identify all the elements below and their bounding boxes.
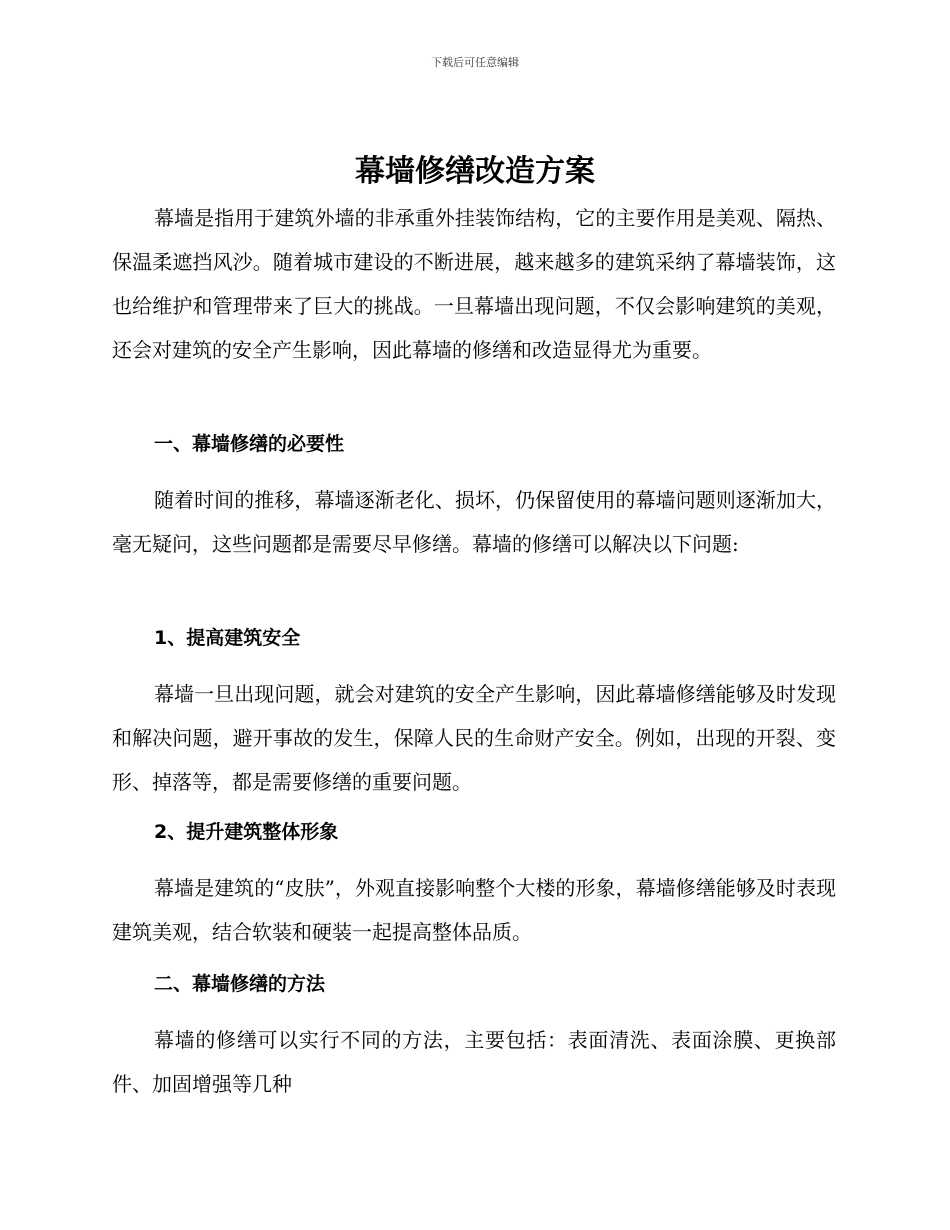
subheading-safety: 1、提高建筑安全	[154, 627, 301, 649]
subheading-image: 2、提升建筑整体形象	[154, 821, 339, 843]
document-title: 幕墙修缮改造方案	[355, 154, 595, 189]
image-paragraph: 幕墙是建筑的“皮肤”，外观直接影响整个大楼的形象，幕墙修缮能够及时表现建筑美观，结合软装和硬装一起提高整体品质。	[112, 876, 836, 944]
safety-paragraph: 幕墙一旦出现问题，就会对建筑的安全产生影响，因此幕墙修缮能够及时发现和解决问题，避开事故的发生，保障人民的生命财产安全。例如，出现的开裂、变形、掉落等，都是需要修缮的重要问题。	[112, 682, 836, 794]
intro-paragraph: 幕墙是指用于建筑外墙的非承重外挂装饰结构，它的主要作用是美观、隔热、保温柔遮挡风沙。随着城市建设的不断进展，越来越多的建筑采纳了幕墙装饰，这也给维护和管理带来了巨大的挑战。一旦幕墙出现问题，不仅会影响建筑的美观，还会对建筑的安全产生影响，因此幕墙的修缮和改造显得尤为重要。	[112, 206, 836, 362]
page-header-note: 下载后可任意编辑	[431, 56, 519, 69]
methods-paragraph: 幕墙的修缮可以实行不同的方法，主要包括：表面清洗、表面涂膜、更换部件、加固增强等几种	[112, 1028, 836, 1096]
section-heading-necessity: 一、幕墙修缮的必要性	[154, 433, 345, 455]
necessity-paragraph: 随着时间的推移，幕墙逐渐老化、损坏，仍保留使用的幕墙问题则逐渐加大，毫无疑问，这些问题都是需要尽早修缮。幕墙的修缮可以解决以下问题:	[112, 488, 836, 556]
section-heading-methods: 二、幕墙修缮的方法	[154, 973, 326, 995]
